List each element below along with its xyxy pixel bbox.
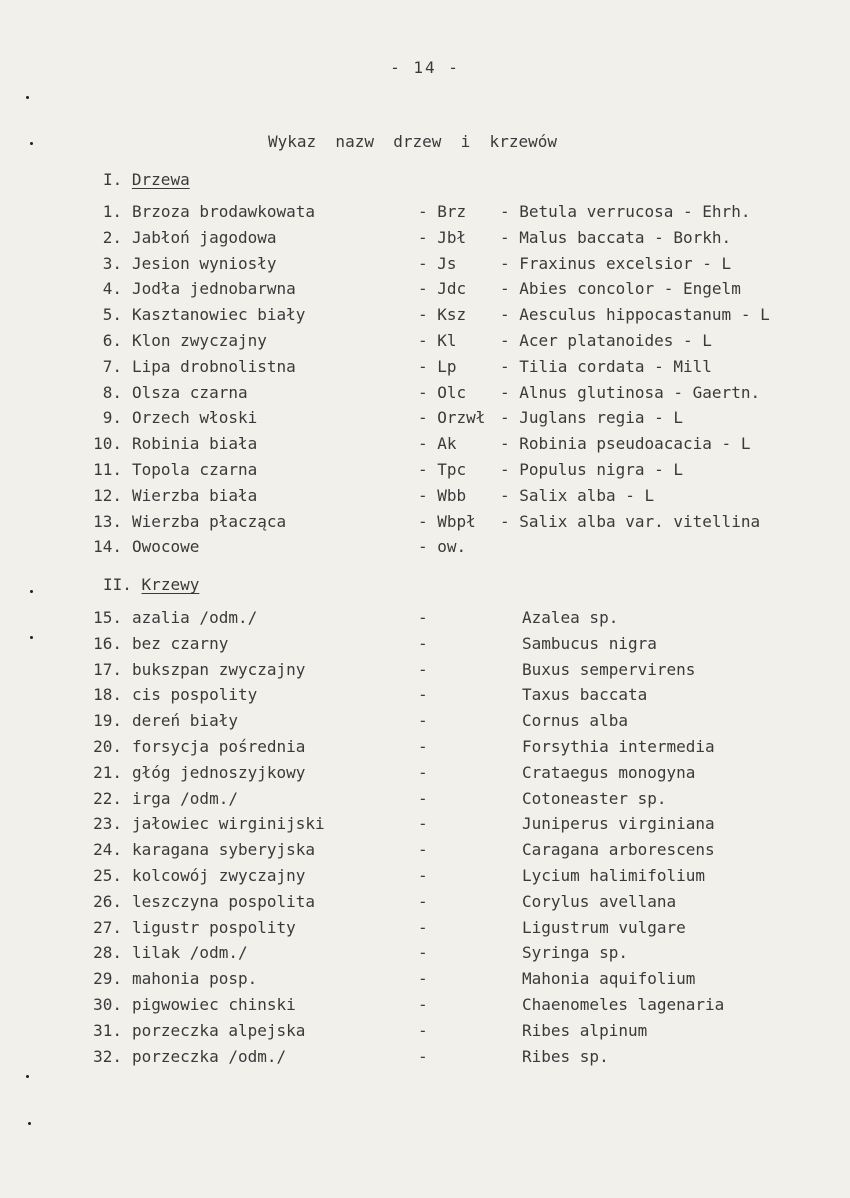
- section-heading-trees: [103, 170, 190, 189]
- latin-name: Buxus sempervirens: [522, 659, 696, 679]
- abbreviation: - Ak: [418, 434, 457, 454]
- item-number: 6.: [102, 331, 122, 350]
- item-number: 23.: [93, 814, 122, 834]
- latin-name: - Juglans regia - L: [500, 408, 684, 428]
- shrub-row: [0, 789, 850, 811]
- item-number: 8.: [102, 382, 122, 402]
- latin-name: - Alnus glutinosa - Gaertn.: [500, 382, 761, 402]
- polish-name: Jodła jednobarwna: [132, 279, 296, 299]
- latin-name: Ligustrum vulgare: [522, 917, 686, 937]
- polish-name: Brzoza brodawkowata: [132, 202, 316, 221]
- item-number: 16.: [93, 633, 122, 653]
- polish-name: głóg jednoszyjkowy: [132, 762, 306, 782]
- abbreviation: - Wbb: [418, 485, 467, 505]
- latin-name: - Abies concolor - Engelm: [500, 279, 741, 299]
- abbreviation: - Tpc: [418, 460, 467, 479]
- item-number: 31.: [93, 1020, 122, 1040]
- polish-name: irga /odm./: [132, 788, 238, 808]
- abbreviation: - Lp: [418, 356, 457, 376]
- polish-name: Olsza czarna: [132, 382, 248, 402]
- shrub-row: [0, 840, 850, 862]
- latin-name: Forsythia intermedia: [522, 737, 715, 756]
- shrub-row: [0, 685, 850, 707]
- dash: -: [418, 814, 428, 834]
- item-number: 18.: [93, 685, 122, 705]
- polish-name: pigwowiec chinski: [132, 995, 296, 1014]
- polish-name: forsycja pośrednia: [132, 737, 306, 756]
- polish-name: kolcowój zwyczajny: [132, 866, 306, 885]
- latin-name: Mahonia aquifolium: [522, 969, 696, 989]
- latin-name: Lycium halimifolium: [522, 866, 706, 885]
- abbreviation: - Js: [418, 253, 457, 273]
- latin-name: - Salix alba - L: [500, 485, 655, 505]
- shrub-row: [0, 866, 850, 888]
- dash: -: [418, 633, 428, 653]
- latin-name: - Acer platanoides - L: [500, 331, 712, 350]
- shrub-row: [0, 995, 850, 1017]
- tree-row: [0, 305, 850, 327]
- item-number: 5.: [102, 305, 122, 325]
- shrub-row: [0, 660, 850, 682]
- latin-name: - Robinia pseudoacacia - L: [500, 434, 751, 454]
- dash: -: [418, 788, 428, 808]
- item-number: 30.: [93, 995, 122, 1014]
- item-number: 22.: [93, 788, 122, 808]
- latin-name: - Salix alba var. vitellina: [500, 511, 761, 531]
- polish-name: Kasztanowiec biały: [132, 305, 306, 325]
- latin-name: Syringa sp.: [522, 943, 628, 963]
- dash: -: [418, 685, 428, 705]
- item-number: 19.: [93, 711, 122, 731]
- item-number: 27.: [93, 917, 122, 937]
- dash: -: [418, 995, 428, 1014]
- polish-name: dereń biały: [132, 711, 238, 731]
- polish-name: Owocowe: [132, 537, 200, 557]
- abbreviation: - Wbpł: [418, 511, 476, 531]
- tree-row: [0, 279, 850, 301]
- latin-name: - Malus baccata - Borkh.: [500, 227, 732, 247]
- tree-row: [0, 486, 850, 508]
- latin-name: Azalea sp.: [522, 608, 619, 627]
- polish-name: Topola czarna: [132, 460, 258, 479]
- tree-row: [0, 537, 850, 559]
- tree-row: [0, 228, 850, 250]
- dash: -: [418, 969, 428, 989]
- abbreviation: - Jbł: [418, 227, 467, 247]
- section-number: II.: [103, 575, 132, 594]
- polish-name: lilak /odm./: [132, 943, 248, 963]
- item-number: 9.: [102, 408, 122, 428]
- latin-name: - Populus nigra - L: [500, 460, 684, 479]
- shrub-row: [0, 711, 850, 733]
- polish-name: Orzech włoski: [132, 408, 258, 428]
- latin-name: - Betula verrucosa - Ehrh.: [500, 202, 751, 221]
- latin-name: Juniperus virginiana: [522, 814, 715, 834]
- item-number: 25.: [93, 866, 122, 885]
- item-number: 20.: [93, 737, 122, 756]
- shrub-row: [0, 608, 850, 630]
- dash: -: [418, 659, 428, 679]
- latin-name: Corylus avellana: [522, 891, 677, 911]
- item-number: 14.: [93, 537, 122, 557]
- abbreviation: - Olc: [418, 382, 467, 402]
- section-label: Drzewa: [131, 170, 190, 189]
- polish-name: Jesion wyniosły: [132, 253, 277, 273]
- dash: -: [418, 711, 428, 731]
- tree-row: [0, 357, 850, 379]
- shrub-row: [0, 634, 850, 656]
- polish-name: cis pospolity: [132, 685, 258, 705]
- item-number: 29.: [93, 969, 122, 989]
- shrub-row: [0, 918, 850, 940]
- dash: -: [418, 762, 428, 782]
- latin-name: Cornus alba: [522, 711, 628, 731]
- dash: -: [418, 737, 428, 756]
- tree-row: [0, 408, 850, 430]
- shrub-row: [0, 969, 850, 991]
- shrub-row: [0, 892, 850, 914]
- dash: -: [418, 917, 428, 937]
- latin-name: Chaenomeles lagenaria: [522, 995, 725, 1014]
- dash: -: [418, 1020, 428, 1040]
- abbreviation: - Ksz: [418, 305, 467, 325]
- item-number: 28.: [93, 943, 122, 963]
- polish-name: mahonia posp.: [132, 969, 258, 989]
- shrub-row: [0, 1047, 850, 1069]
- polish-name: Wierzba płacząca: [132, 511, 287, 531]
- abbreviation: - ow.: [418, 537, 467, 557]
- item-number: 12.: [93, 485, 122, 505]
- section-heading-shrubs: [103, 575, 199, 594]
- tree-row: [0, 331, 850, 353]
- item-number: 3.: [102, 253, 122, 273]
- latin-name: - Aesculus hippocastanum - L: [500, 305, 770, 325]
- item-number: 24.: [93, 840, 122, 860]
- shrub-row: [0, 1021, 850, 1043]
- margin-mark: [30, 142, 33, 145]
- item-number: 4.: [102, 279, 122, 299]
- polish-name: Lipa drobnolistna: [132, 356, 296, 376]
- polish-name: Jabłoń jagodowa: [132, 227, 277, 247]
- latin-name: Ribes sp.: [522, 1046, 609, 1066]
- dash: -: [418, 943, 428, 963]
- margin-mark: [28, 1122, 31, 1125]
- item-number: 15.: [93, 608, 122, 627]
- shrub-row: [0, 763, 850, 785]
- latin-name: Taxus baccata: [522, 685, 648, 705]
- tree-row: [0, 202, 850, 224]
- margin-mark: [26, 96, 29, 99]
- latin-name: Crataegus monogyna: [522, 762, 696, 782]
- polish-name: Klon zwyczajny: [132, 331, 267, 350]
- tree-row: [0, 254, 850, 276]
- shrub-row: [0, 814, 850, 836]
- dash: -: [418, 608, 428, 627]
- shrub-row: [0, 737, 850, 759]
- item-number: 11.: [93, 460, 122, 479]
- polish-name: Robinia biała: [132, 434, 258, 454]
- document-title: Wykaz nazw drzew i krzewów: [268, 132, 557, 151]
- latin-name: - Tilia cordata - Mill: [500, 356, 712, 376]
- polish-name: bukszpan zwyczajny: [132, 659, 306, 679]
- margin-mark: [30, 636, 33, 639]
- abbreviation: - Brz: [418, 202, 467, 221]
- polish-name: azalia /odm./: [132, 608, 258, 627]
- abbreviation: - Jdc: [418, 279, 467, 299]
- latin-name: Caragana arborescens: [522, 840, 715, 860]
- polish-name: Wierzba biała: [132, 485, 258, 505]
- item-number: 10.: [93, 434, 122, 454]
- polish-name: bez czarny: [132, 633, 229, 653]
- item-number: 26.: [93, 891, 122, 911]
- dash: -: [418, 866, 428, 885]
- section-number: I.: [103, 170, 123, 189]
- abbreviation: - Kl: [418, 331, 457, 350]
- tree-row: [0, 383, 850, 405]
- item-number: 21.: [93, 762, 122, 782]
- polish-name: ligustr pospolity: [132, 917, 296, 937]
- polish-name: porzeczka alpejska: [132, 1020, 306, 1040]
- tree-row: [0, 434, 850, 456]
- latin-name: Sambucus nigra: [522, 633, 657, 653]
- latin-name: Ribes alpinum: [522, 1020, 648, 1040]
- polish-name: karagana syberyjska: [132, 840, 316, 860]
- latin-name: Cotoneaster sp.: [522, 788, 667, 808]
- dash: -: [418, 891, 428, 911]
- item-number: 1.: [102, 202, 122, 221]
- tree-row: [0, 512, 850, 534]
- polish-name: jałowiec wirginijski: [132, 814, 325, 834]
- section-label: Krzewy: [141, 575, 200, 594]
- dash: -: [418, 1046, 428, 1066]
- item-number: 7.: [102, 356, 122, 376]
- page-number: - 14 -: [390, 58, 460, 77]
- item-number: 17.: [93, 659, 122, 679]
- item-number: 13.: [93, 511, 122, 531]
- margin-mark: [26, 1075, 29, 1078]
- shrub-row: [0, 943, 850, 965]
- tree-row: [0, 460, 850, 482]
- latin-name: - Fraxinus excelsior - L: [500, 253, 732, 273]
- margin-mark: [30, 590, 33, 593]
- abbreviation: - Orzwł: [418, 408, 486, 428]
- polish-name: porzeczka /odm./: [132, 1046, 287, 1066]
- item-number: 2.: [102, 227, 122, 247]
- item-number: 32.: [93, 1046, 122, 1066]
- dash: -: [418, 840, 428, 860]
- polish-name: leszczyna pospolita: [132, 891, 316, 911]
